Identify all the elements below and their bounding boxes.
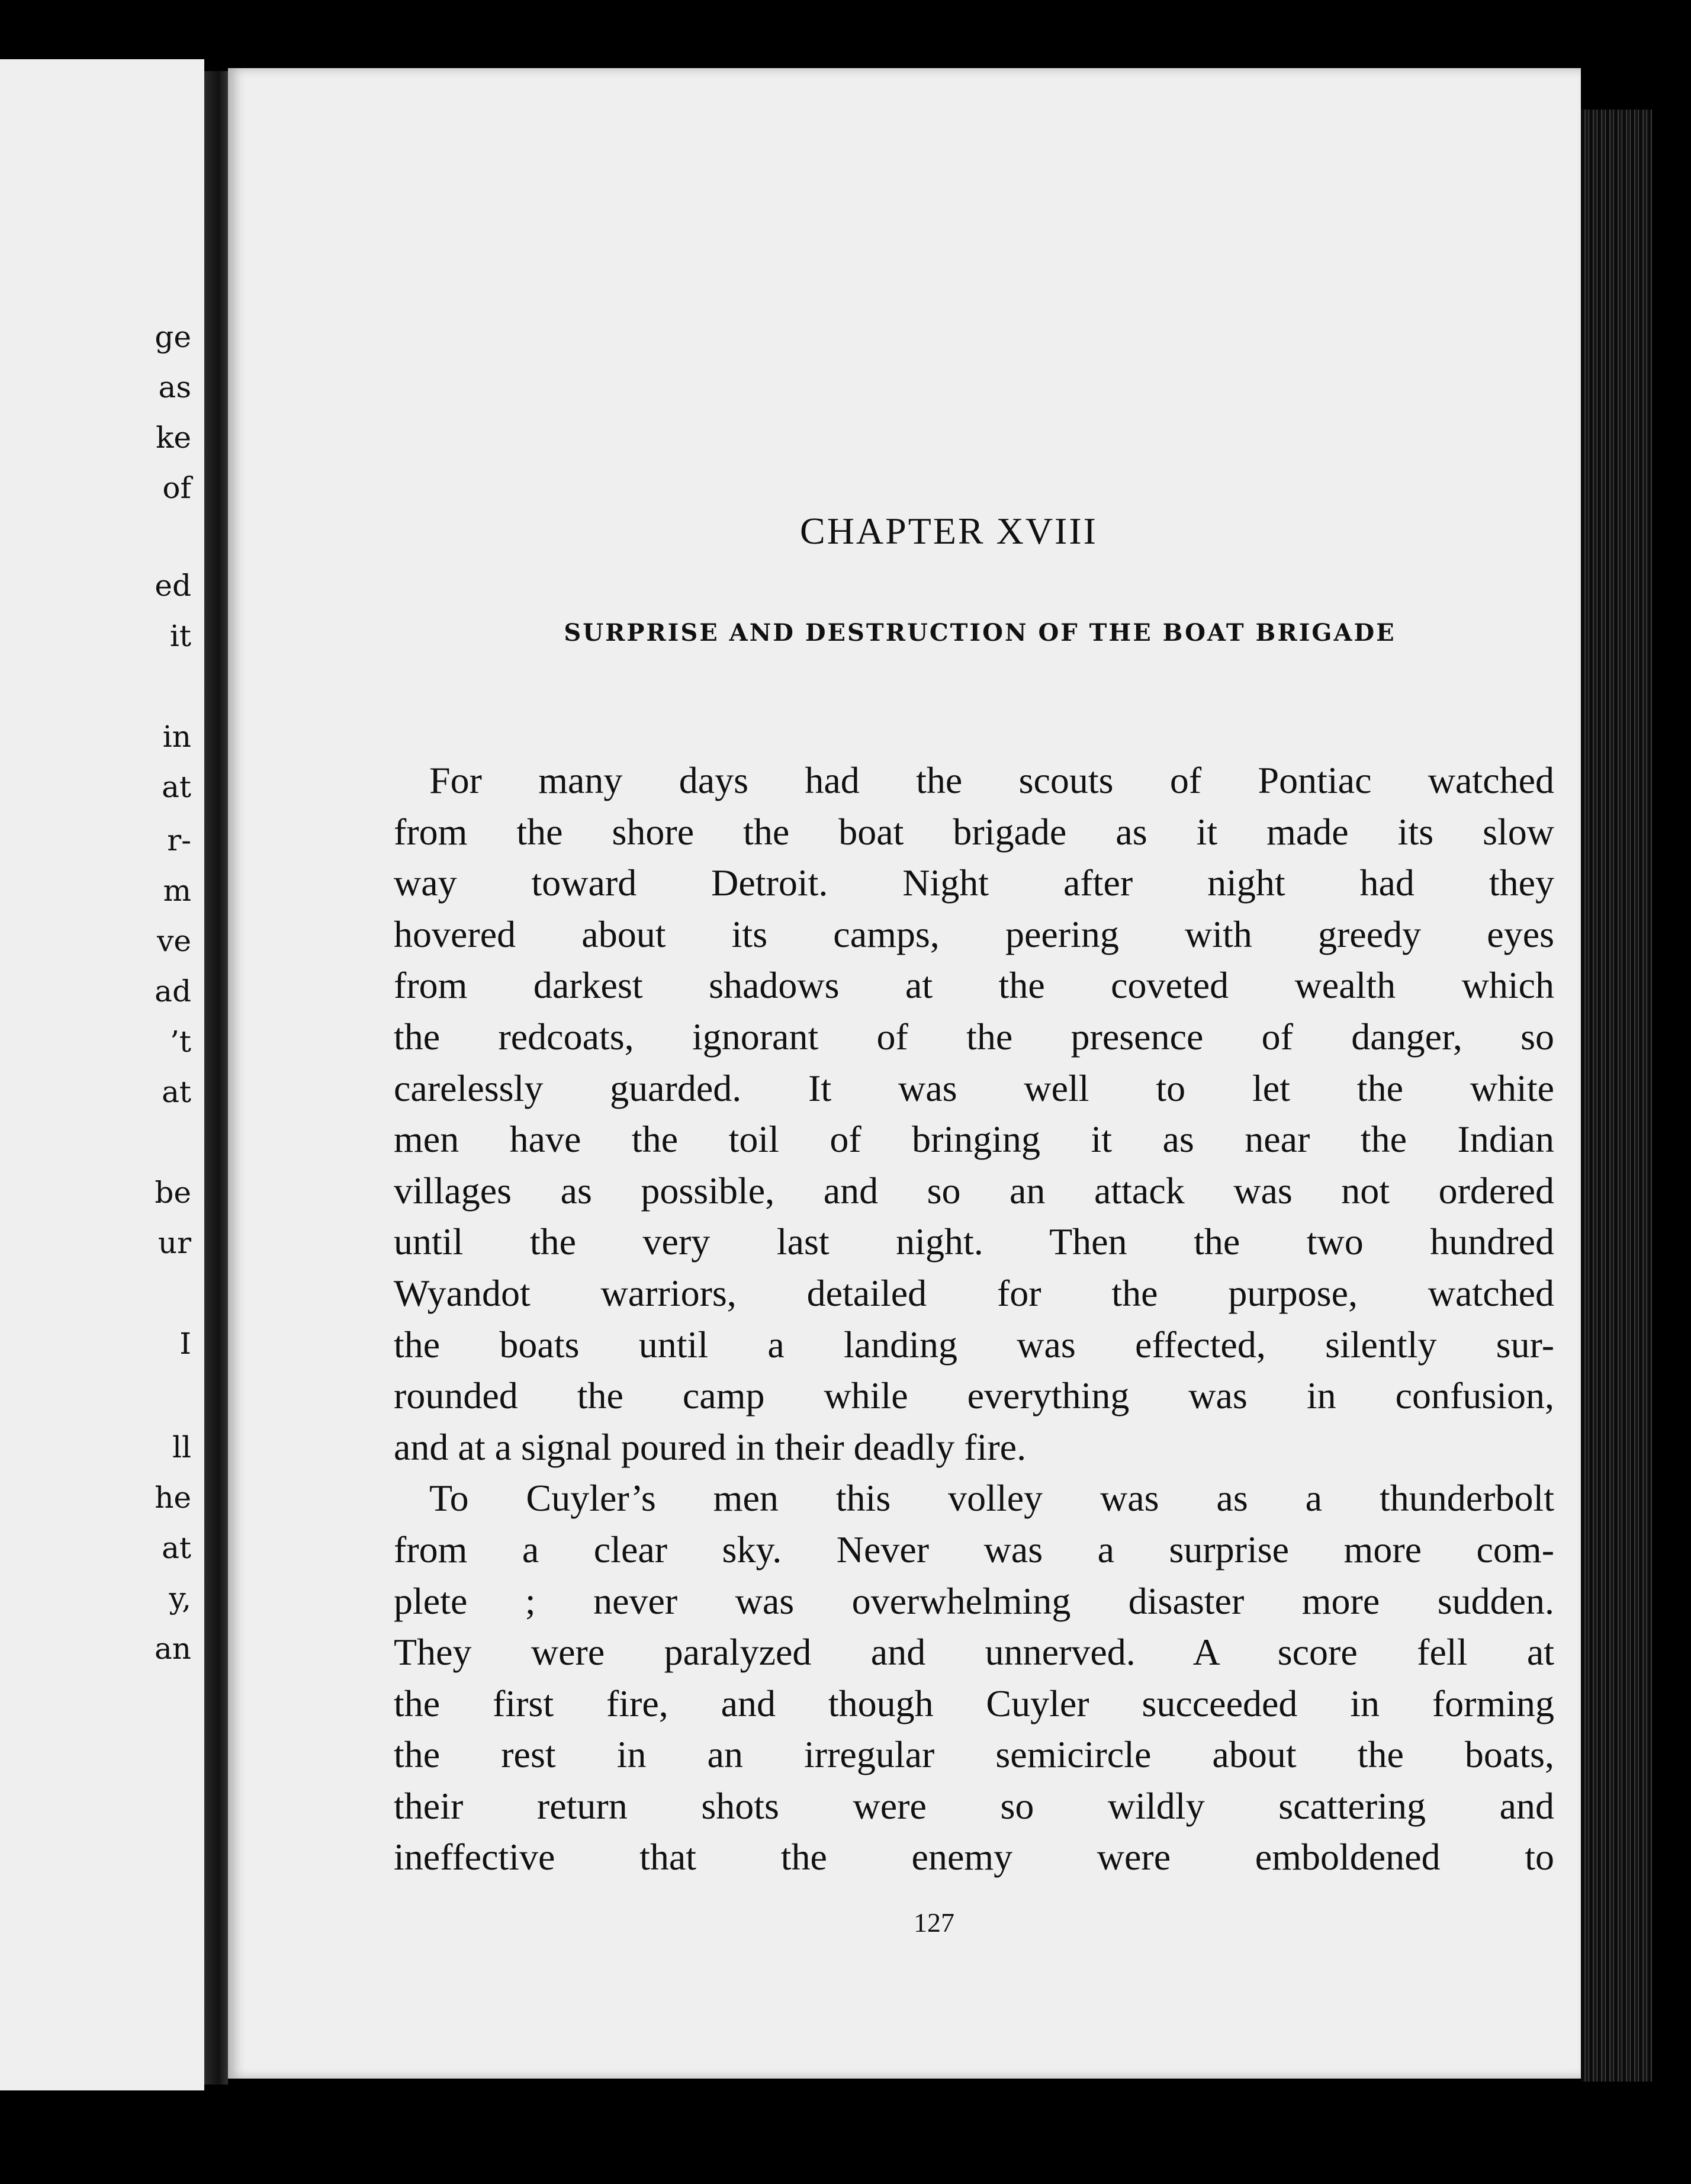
page-edges <box>1581 110 1652 2082</box>
left-page-text-fragment: I <box>179 1327 191 1361</box>
text-line: rounded the camp while everything was in confusion, <box>394 1374 1554 1417</box>
left-page-text-fragment: be <box>155 1175 191 1210</box>
left-page-text-fragment: ll <box>172 1430 191 1464</box>
text-line: carelessly guarded. It was well to let the white <box>394 1067 1554 1109</box>
text-line: They were paralyzed and unnerved. A score fell at <box>394 1631 1554 1674</box>
text-line: and at a signal poured in their deadly fire. <box>394 1425 1027 1468</box>
text-line: way toward Detroit. Night after night had they <box>394 862 1554 904</box>
left-page-text-fragment: ve <box>157 924 191 958</box>
text-line: their return shots were so wildly scattering and <box>394 1784 1554 1827</box>
body-text <box>394 755 1554 1883</box>
text-line: the rest in an irregular semicircle about the boats, <box>394 1733 1554 1776</box>
text-line: the redcoats, ignorant of the presence of danger, so <box>394 1015 1554 1058</box>
text-line: To Cuyler’s men this volley was as a thunderbolt <box>429 1477 1554 1520</box>
text-line: plete ; never was overwhelming disaster more sudden. <box>394 1579 1554 1622</box>
left-page-text-fragment: in <box>162 720 191 754</box>
chapter-subtitle: SURPRISE AND DESTRUCTION OF THE BOAT BRIGADE <box>564 619 1396 647</box>
left-page-text-fragment: it <box>169 619 191 653</box>
text-line: from the shore the boat brigade as it made its slow <box>394 810 1554 853</box>
page-number: 127 <box>914 1907 954 1938</box>
left-page-text-fragment: ge <box>155 320 191 354</box>
chapter-title: CHAPTER XVIII <box>800 510 1098 552</box>
left-page-text-fragment: ur <box>157 1226 191 1260</box>
left-page-text-fragment: ed <box>155 569 191 603</box>
left-page-text-fragment: ke <box>156 420 191 455</box>
left-page-text-fragment: at <box>162 1075 191 1109</box>
left-page-text-fragment: at <box>162 770 191 804</box>
text-line: from a clear sky. Never was a surprise more com- <box>394 1528 1554 1570</box>
left-facing-page <box>0 59 204 2090</box>
book-page <box>228 68 1581 2079</box>
left-page-text-fragment: he <box>155 1480 191 1515</box>
book-gutter <box>204 71 228 2085</box>
left-page-text-fragment: of <box>162 471 191 505</box>
text-line: For many days had the scouts of Pontiac watched <box>429 759 1554 801</box>
left-page-text-fragment: ad <box>155 974 191 1009</box>
left-page-text-fragment: at <box>162 1531 191 1565</box>
text-line: from darkest shadows at the coveted wealth which <box>394 964 1554 1007</box>
left-page-text-fragment: ’t <box>170 1024 191 1059</box>
left-page-text-fragment: an <box>154 1631 191 1666</box>
text-line: the first fire, and though Cuyler succeeded in forming <box>394 1682 1554 1724</box>
text-line: men have the toil of bringing it as near the Indian <box>394 1118 1554 1161</box>
text-line: villages as possible, and so an attack was not ordered <box>394 1169 1554 1212</box>
left-page-text-fragment: r- <box>167 823 191 857</box>
text-line: hovered about its camps, peering with greedy eyes <box>394 913 1554 955</box>
text-line: the boats until a landing was effected, silently sur- <box>394 1323 1554 1366</box>
left-page-text-fragment: as <box>158 370 191 404</box>
text-line: Wyandot warriors, detailed for the purpose, watched <box>394 1271 1554 1314</box>
left-page-text-fragment: y, <box>169 1581 191 1615</box>
text-line: ineffective that the enemy were emboldened to <box>394 1836 1554 1878</box>
left-page-text-fragment: m <box>163 873 191 908</box>
text-line: until the very last night. Then the two hundred <box>394 1221 1554 1263</box>
